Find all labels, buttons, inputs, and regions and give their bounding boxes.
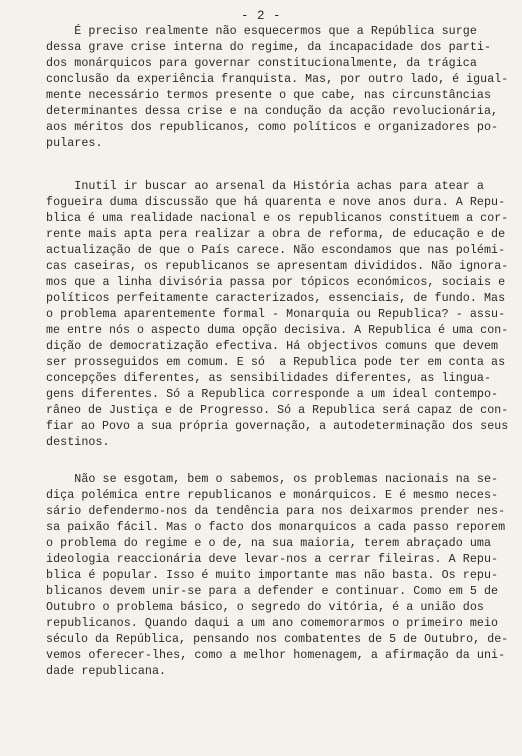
text-line: blicanos devem unir-se para a defender e continuar. Como em 5 de: [46, 584, 499, 598]
text-line: É preciso realmente não esquecermos que a República surge: [46, 24, 477, 38]
text-line: mente necessário termos presente o que cabe, nas circunstâncias: [46, 88, 492, 102]
text-line: rente mais apta pera realizar a obra de reforma, de educação e de: [46, 227, 506, 241]
text-line: século da República, pensando nos combatentes de 5 de Outubro, de-: [46, 632, 509, 646]
text-line: dição de democratização efectiva. Há objectivos comuns que devem: [46, 339, 499, 353]
paragraph-3: [46, 471, 509, 679]
text-line: râneo de Justiça e de Progresso. Só a Republica será capaz de con-: [46, 403, 509, 417]
text-line: políticos perfeitamente caracterizados, essenciais, de fundo. Mas: [46, 291, 506, 305]
text-line: fogueira duma discussão que há quarenta e nove anos dura. A Repu-: [46, 195, 506, 209]
text-line: ser prosseguidos em comum. E só a Republica pode ter em conta as: [46, 355, 506, 369]
text-line: destinos.: [46, 435, 110, 449]
text-line: concepções diferentes, as sensibilidades diferentes, as lingua-: [46, 371, 492, 385]
text-line: determinantes dessa crise e na condução da acção revolucionária,: [46, 104, 499, 118]
text-line: dessa grave crise interna do regime, da incapacidade dos parti-: [46, 40, 492, 54]
text-line: cas caseiras, os republicanos se apresentam divididos. Não ignora-: [46, 259, 509, 273]
text-line: ideologia reaccionária deve levar-nos a cerrar fileiras. A Repu-: [46, 552, 499, 566]
text-line: pulares.: [46, 136, 103, 150]
text-line: republicanos. Quando daqui a um ano comemorarmos o primeiro meio: [46, 616, 499, 630]
paragraph-2: [46, 178, 509, 450]
text-line: blica é popular. Isso é muito importante mas não basta. Os repu-: [46, 568, 499, 582]
text-line: sário defendermo-nos da tendência para nos deixarmos prender nes-: [46, 504, 506, 518]
text-line: o problema aparentemente formal - Monarquia ou Republica? - assu-: [46, 307, 506, 321]
text-line: fiar ao Povo a sua própria governação, a autodeterminação dos seus: [46, 419, 509, 433]
text-line: dade republicana.: [46, 664, 167, 678]
text-line: sa paixão fácil. Mas o facto dos monarquicos a cada passo reporem: [46, 520, 506, 534]
paragraph-1: [46, 23, 509, 151]
text-line: diça polémica entre republicanos e monárquicos. E é mesmo neces-: [46, 488, 499, 502]
text-line: mos que a linha divisória passa por tópicos económicos, sociais e: [46, 275, 506, 289]
text-line: o problema do regime e o de, na sua maioria, terem abraçado uma: [46, 536, 492, 550]
text-line: me entre nós o aspecto duma opção decisiva. A Republica é uma con-: [46, 323, 509, 337]
text-line: conclusão da experiência franquista. Mas, por outro lado, é igual-: [46, 72, 509, 86]
text-line: dos monárquicos para governar constitucionalmente, da trágica: [46, 56, 477, 70]
text-line: Outubro o problema básico, o segredo do vitória, é a união dos: [46, 600, 484, 614]
text-line: actualização de que o País carece. Não escondamos que nas polémi-: [46, 243, 506, 257]
text-line: blica é uma realidade nacional e os republicanos constituem a cor-: [46, 211, 509, 225]
text-line: aos méritos dos republicanos, como políticos e organizadores po-: [46, 120, 499, 134]
text-line: Inutil ir buscar ao arsenal da História achas para atear a: [46, 179, 484, 193]
text-line: gens diferentes. Só a Republica corresponde a um ideal contempo-: [46, 387, 499, 401]
text-line: vemos oferecer-lhes, como a melhor homenagem, a afirmação da uni-: [46, 648, 506, 662]
page-number: - 2 -: [240, 9, 281, 23]
text-line: Não se esgotam, bem o sabemos, os problemas nacionais na se-: [46, 472, 499, 486]
